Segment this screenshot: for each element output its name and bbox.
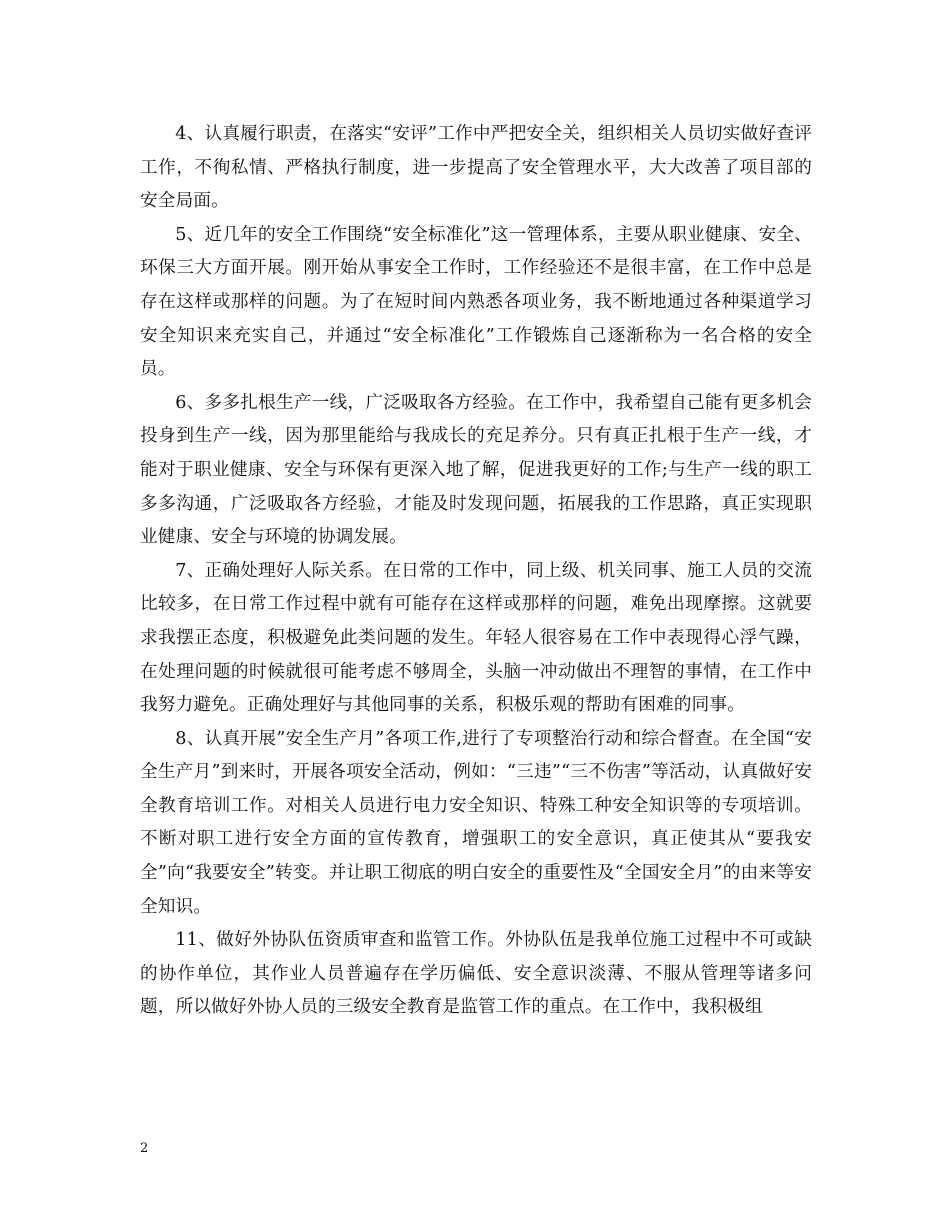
paragraph-item-4: 4、认真履行职责，在落实“安评”工作中严把安全关，组织相关人员切实做好查评工作，不徇私情、严格执行制度，进一步提高了安全管理水平，大大改善了项目部的安全局面。: [140, 124, 812, 212]
paragraph-item-6: 6、多多扎根生产一线，广泛吸取各方经验。在工作中，我希望自己能有更多机会投身到生产一线，因为那里能给与我成长的充足养分。只有真正扎根于生产一线，才能对于职业健康、安全与环保有更深入地了解，促进我更好的工作;与生产一线的职工多多沟通，广泛吸取各方经验，才能及时发现问题，拓展我的工作思路，真正实现职业健康、安全与环境的协调发展。: [140, 392, 812, 548]
paragraph-item-5: 5、近几年的安全工作围绕“安全标准化”这一管理体系，主要从职业健康、安全、环保三大方面开展。刚开始从事安全工作时，工作经验还不是很丰富，在工作中总是存在这样或那样的问题。为了在短时间内熟悉各项业务，我不断地通过各种渠道学习安全知识来充实自己，并通过“安全标准化”工作锻炼自己逐渐称为一名合格的安全员。: [140, 224, 812, 380]
document-body: [140, 118, 812, 1025]
paragraph-item-7: 7、正确处理好人际关系。在日常的工作中，同上级、机关同事、施工人员的交流比较多，在日常工作过程中就有可能存在这样或那样的问题，难免出现摩擦。这就要求我摆正态度，积极避免此类问题的发生。年轻人很容易在工作中表现得心浮气躁，在处理问题的时候就很可能考虑不够周全，头脑一冲动做出不理智的事情，在工作中我努力避免。正确处理好与其他同事的关系，积极乐观的帮助有困难的同事。: [140, 560, 812, 716]
paragraph-item-8: 8、认真开展”安全生产月”各项工作,进行了专项整治行动和综合督查。在全国“安全生产月”到来时，开展各项安全活动，例如：“三违”“三不伤害”等活动，认真做好安全教育培训工作。对相关人员进行电力安全知识、特殊工种安全知识等的专项培训。不断对职工进行安全方面的宣传教育，增强职工的安全意识，真正使其从“要我安全”向“我要安全”转变。并让职工彻底的明白安全的重要性及“全国安全月”的由来等安全知识。: [140, 728, 812, 917]
page-number: 2: [140, 1141, 149, 1156]
paragraph-item-11: 11、做好外协队伍资质审查和监管工作。外协队伍是我单位施工过程中不可或缺的协作单位，其作业人员普遍存在学历偏低、安全意识淡薄、不服从管理等诸多问题，所以做好外协人员的三级安全教育是监管工作的重点。在工作中，我积极组: [140, 930, 812, 1018]
